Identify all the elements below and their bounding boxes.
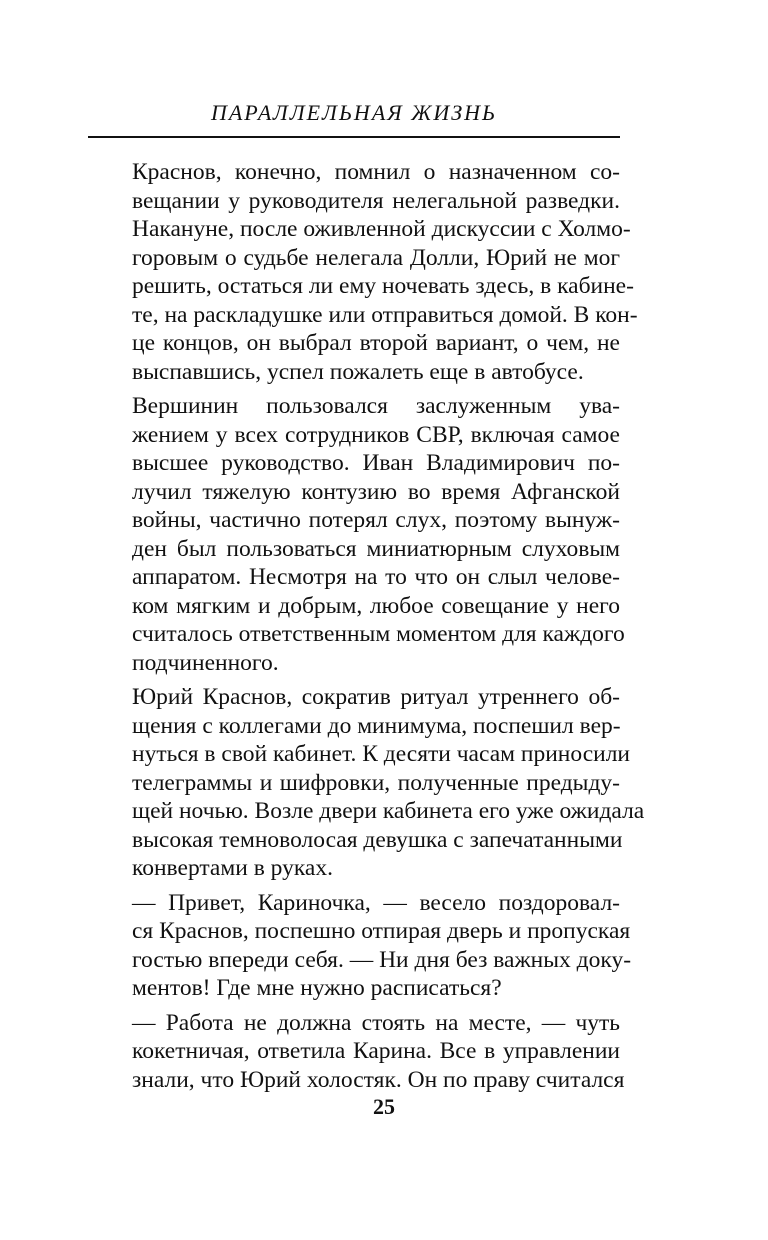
running-title: ПАРАЛЛЕЛЬНАЯ ЖИЗНЬ xyxy=(210,100,498,125)
text-line: войны, частично потерял слух, поэтому вынуж- xyxy=(132,507,620,533)
text-line: решить, остаться ли ему ночевать здесь, в кабине- xyxy=(132,273,634,299)
paragraph xyxy=(88,1009,625,1095)
text-line: подчиненного. xyxy=(132,649,279,676)
text-line: Юрий Краснов, сократив ритуал утреннего об- xyxy=(132,684,620,710)
text-line: ком мягким и добрым, любое совещание у него xyxy=(132,592,620,619)
text-line: ментов! Где мне нужно расписаться? xyxy=(132,975,502,1001)
text-line: высокая темноволосая девушка с запечатанными xyxy=(132,826,623,853)
text-line: Накануне, после оживленной дискуссии с Холмо- xyxy=(132,216,631,242)
text-line: считалось ответственным моментом для каждого xyxy=(132,621,625,647)
text-line: — Привет, Кариночка, — весело поздоровал- xyxy=(132,889,620,916)
text-line: щения с коллегами до минимума, поспешил вер- xyxy=(132,712,621,739)
text-line: знали, что Юрий холостяк. Он по праву считался xyxy=(132,1066,625,1093)
text-line: це концов, он выбрал второй вариант, о чем, не xyxy=(132,330,620,356)
text-line: нуться в свой кабинет. К десяти часам приносили xyxy=(132,741,630,767)
page-number: 25 xyxy=(373,1094,395,1119)
text-line: щей ночью. Возле двери кабинета его уже ожидала xyxy=(132,798,645,824)
header-rule xyxy=(88,136,620,138)
paragraph xyxy=(88,683,645,883)
text-line: горовым о судьбе нелегала Долли, Юрий не мог xyxy=(132,244,620,271)
text-line: телеграммы и шифровки, полученные предыду- xyxy=(132,769,620,796)
text-line: те, на раскладушке или отправиться домой. В кон- xyxy=(132,301,638,328)
paragraph xyxy=(88,392,625,677)
text-line: выспавшись, успел пожалеть еще в автобусе. xyxy=(132,358,584,385)
text-line: Вершинин пользовался заслуженным ува- xyxy=(132,393,620,419)
text-line: ден был пользоваться миниатюрным слуховым xyxy=(132,535,620,562)
text-line: аппаратом. Несмотря на то что он слыл челове- xyxy=(132,564,620,590)
paragraph xyxy=(88,158,638,386)
text-line: лучил тяжелую контузию во время Афганской xyxy=(132,478,620,505)
text-line: — Работа не должна стоять на месте, — чуть xyxy=(132,1009,620,1036)
paragraph xyxy=(88,889,632,1003)
text-line: жением у всех сотрудников СВР, включая самое xyxy=(132,421,620,448)
body-text xyxy=(88,158,645,1094)
text-line: Краснов, конечно, помнил о назначенном со- xyxy=(132,159,620,185)
text-line: вещании у руководителя нелегальной разведки. xyxy=(132,187,620,214)
text-line: гостью впереди себя. — Ни дня без важных доку- xyxy=(132,946,632,973)
text-line: конвертами в руках. xyxy=(132,855,333,881)
text-line: кокетничая, ответила Карина. Все в управлении xyxy=(132,1038,620,1064)
text-line: высшее руководство. Иван Владимирович по- xyxy=(132,450,620,476)
text-line: ся Краснов, поспешно отпирая дверь и пропуская xyxy=(132,918,631,944)
